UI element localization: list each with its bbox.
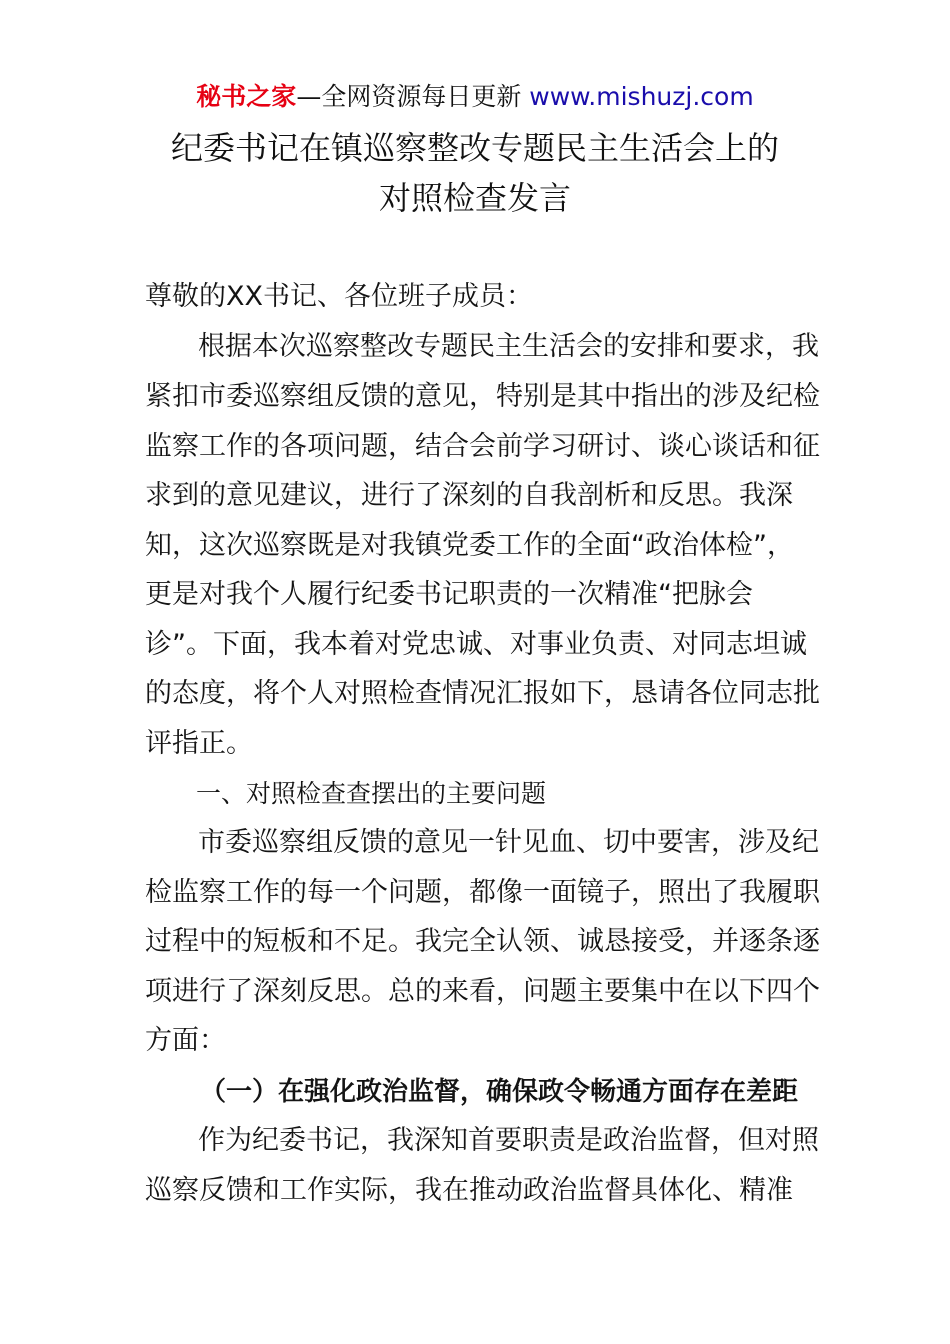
body-line: 知，这次巡察既是对我镇党委工作的全面“政治体检”， (145, 530, 794, 561)
body-line: 紧扣市委巡察组反馈的意见，特别是其中指出的涉及纪检 (145, 381, 820, 412)
brand-name: 秘书之家 (196, 82, 297, 111)
body-line: 诊”。下面，我本着对党忠诚、对事业负责、对同志坦诚 (145, 629, 807, 660)
body-line: 评指正。 (145, 728, 253, 759)
body-line: 项进行了深刻反思。总的来看，问题主要集中在以下四个 (145, 976, 820, 1007)
body-line: 的态度，将个人对照检查情况汇报如下，恳请各位同志批 (145, 678, 820, 709)
salutation: 尊敬的XX书记、各位班子成员： (145, 281, 533, 312)
body-line: 作为纪委书记，我深知首要职责是政治监督，但对照 (198, 1125, 819, 1156)
document-title-line-1: 纪委书记在镇巡察整改专题民主生活会上的 (170, 129, 779, 167)
body-line: 监察工作的各项问题，结合会前学习研讨、谈心谈话和征 (145, 431, 820, 462)
body-line: 更是对我个人履行纪委书记职责的一次精准“把脉会 (145, 579, 753, 610)
document-title-line-2: 对照检查发言 (378, 179, 571, 217)
body-line: 市委巡察组反馈的意见一针见血、切中要害，涉及纪 (198, 827, 819, 858)
body-line: 求到的意见建议，进行了深刻的自我剖析和反思。我深 (145, 480, 793, 511)
subsection-heading: （一）在强化政治监督，确保政令畅通方面存在差距 (200, 1077, 799, 1107)
body-line: 根据本次巡察整改专题民主生活会的安排和要求，我 (198, 331, 819, 362)
section-heading: 一、对照检查查摆出的主要问题 (196, 779, 547, 808)
site-url-link[interactable]: www.mishuzj.com (529, 82, 754, 111)
body-line: 巡察反馈和工作实际，我在推动政治监督具体化、精准 (145, 1175, 793, 1206)
body-line: 检监察工作的每一个问题，都像一面镜子，照出了我履职 (145, 877, 820, 908)
body-line: 方面： (145, 1025, 226, 1056)
body-line: 过程中的短板和不足。我完全认领、诚恳接受，并逐条逐 (145, 926, 820, 957)
header-tagline: —全网资源每日更新 (296, 82, 530, 111)
site-header (0, 80, 950, 114)
